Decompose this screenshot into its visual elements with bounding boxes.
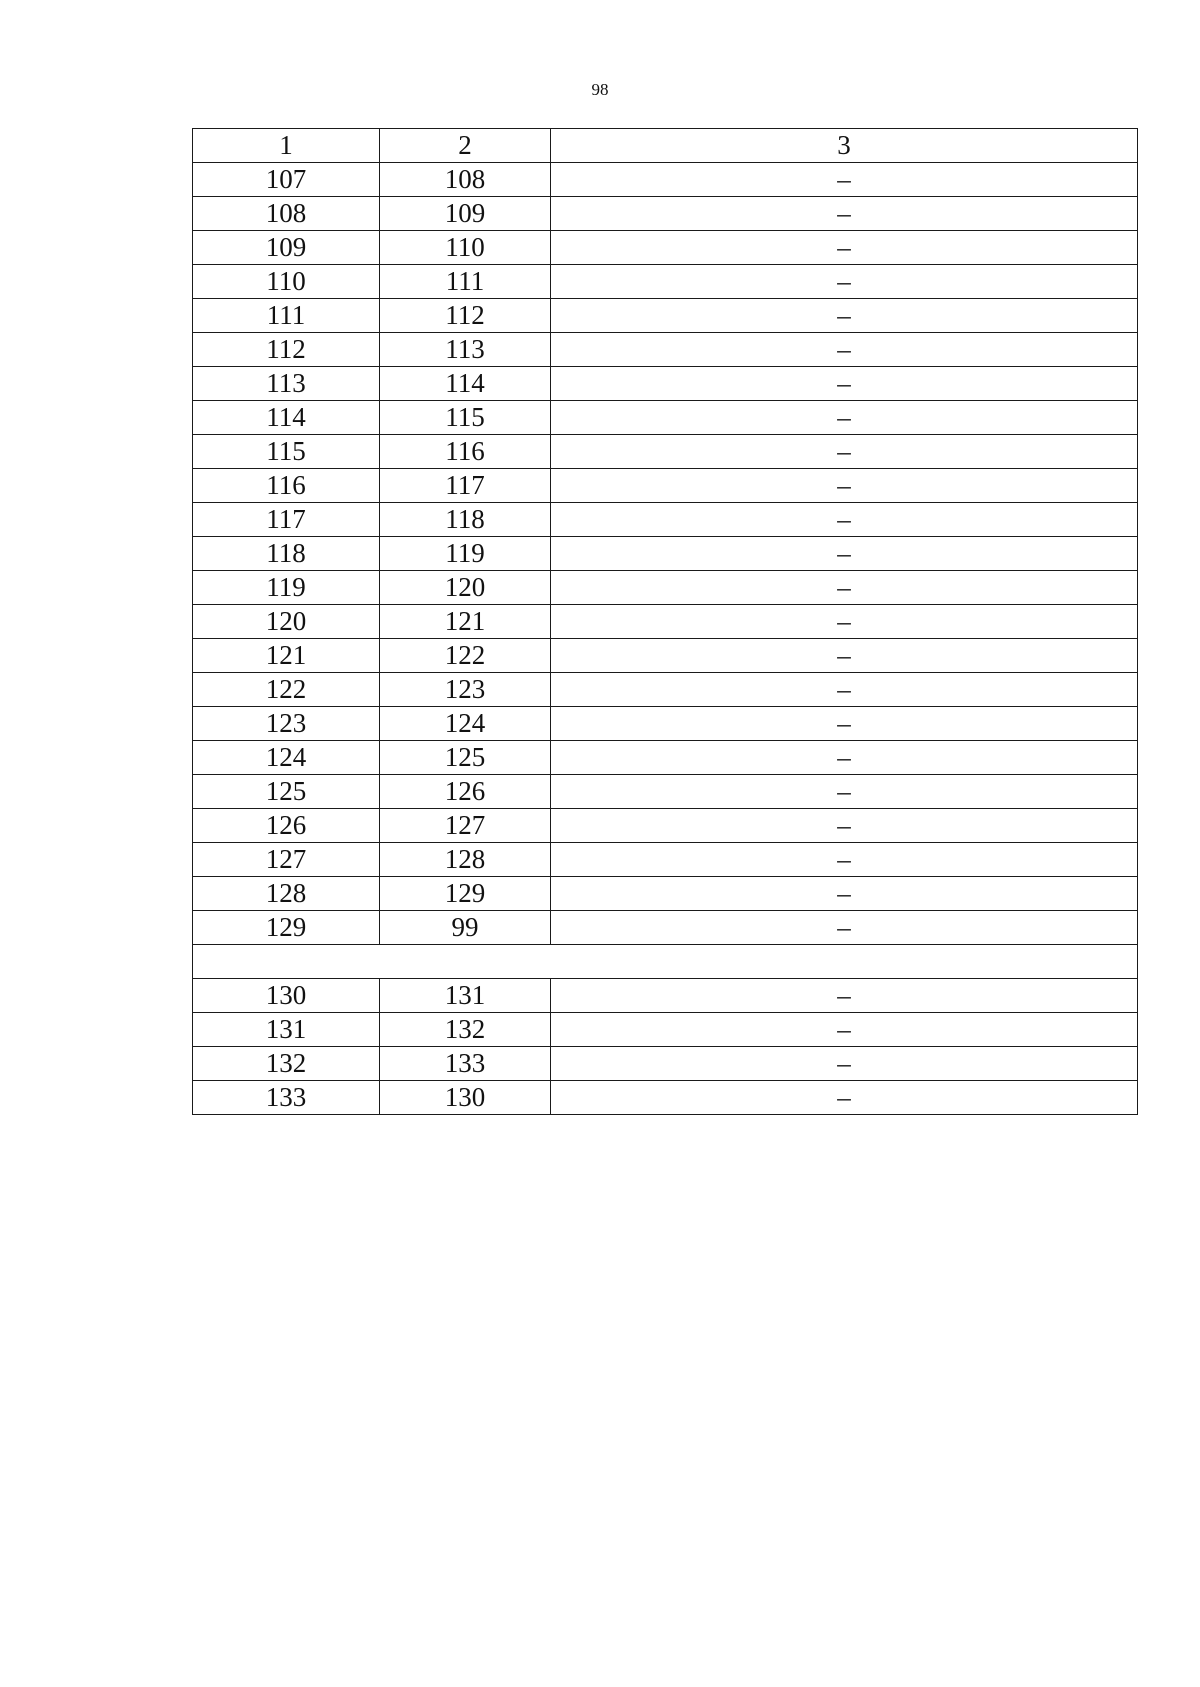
table-cell-col2: 108 [380, 163, 551, 197]
table-cell-col2: 117 [380, 469, 551, 503]
table-cell-col1: 110 [193, 265, 380, 299]
table-row [193, 367, 1138, 401]
table-cell-col3: – [551, 843, 1138, 877]
table-cell-col3: – [551, 537, 1138, 571]
table-cell-col2: 125 [380, 741, 551, 775]
table-cell-col2: 111 [380, 265, 551, 299]
table-row [193, 299, 1138, 333]
table-cell-col1: 132 [193, 1047, 380, 1081]
table-cell-col1: 121 [193, 639, 380, 673]
table-cell-col3: – [551, 503, 1138, 537]
table-cell-col3: – [551, 673, 1138, 707]
table-cell-col3: – [551, 163, 1138, 197]
table-cell-col3: – [551, 1047, 1138, 1081]
table-row [193, 401, 1138, 435]
table-cell-col2: 131 [380, 979, 551, 1013]
table-row [193, 537, 1138, 571]
table-cell-col3: – [551, 1081, 1138, 1115]
table-cell-col1: 130 [193, 979, 380, 1013]
page-number: 98 [591, 80, 609, 99]
table-row [193, 163, 1138, 197]
table-cell-col1: 120 [193, 605, 380, 639]
table-cell-col1: 113 [193, 367, 380, 401]
table-row [193, 843, 1138, 877]
table-cell-col1: 114 [193, 401, 380, 435]
table-row [193, 639, 1138, 673]
table-cell-col3: – [551, 197, 1138, 231]
table-cell-col1: 109 [193, 231, 380, 265]
table-cell-col2: 114 [380, 367, 551, 401]
table-cell-col3: – [551, 979, 1138, 1013]
table-row [193, 775, 1138, 809]
table-cell-col2: 127 [380, 809, 551, 843]
table-cell-col1: 111 [193, 299, 380, 333]
table-cell-col1: 118 [193, 537, 380, 571]
table-body [193, 129, 1138, 1115]
table-cell-col2: 110 [380, 231, 551, 265]
table-cell-col2: 126 [380, 775, 551, 809]
table-cell-col1: 115 [193, 435, 380, 469]
table-row [193, 469, 1138, 503]
header-cell-1: 1 [193, 129, 380, 163]
table-cell-col3: – [551, 231, 1138, 265]
table-row [193, 571, 1138, 605]
data-table [192, 128, 1138, 1115]
header-cell-2: 2 [380, 129, 551, 163]
table-row [193, 605, 1138, 639]
table-cell-col1: 124 [193, 741, 380, 775]
table-cell-col3: – [551, 571, 1138, 605]
table-cell-col2: 128 [380, 843, 551, 877]
table-cell-col1: 108 [193, 197, 380, 231]
table-cell-col3: – [551, 265, 1138, 299]
table-cell-col3: – [551, 911, 1138, 945]
table-row [193, 707, 1138, 741]
table-cell-col1: 112 [193, 333, 380, 367]
table-cell-col3: – [551, 333, 1138, 367]
table-row [193, 503, 1138, 537]
table-cell-col1: 126 [193, 809, 380, 843]
table-cell-col2: 113 [380, 333, 551, 367]
table-row [193, 231, 1138, 265]
table-cell-col3: – [551, 1013, 1138, 1047]
table-cell-col1: 122 [193, 673, 380, 707]
table-cell-col1: 107 [193, 163, 380, 197]
table-cell-col2: 132 [380, 1013, 551, 1047]
table-row [193, 197, 1138, 231]
table-cell-col2: 109 [380, 197, 551, 231]
table-row [193, 1081, 1138, 1115]
table-row [193, 673, 1138, 707]
table-cell-col2: 122 [380, 639, 551, 673]
table-cell-col2: 112 [380, 299, 551, 333]
table-row [193, 333, 1138, 367]
table-cell-col3: – [551, 877, 1138, 911]
table-cell-col2: 121 [380, 605, 551, 639]
table-cell-col3: – [551, 469, 1138, 503]
table-row [193, 741, 1138, 775]
table-row [193, 1047, 1138, 1081]
table-cell-col2: 133 [380, 1047, 551, 1081]
table-cell-col3: – [551, 605, 1138, 639]
table-cell-col2: 120 [380, 571, 551, 605]
table-cell-col1: 128 [193, 877, 380, 911]
table-cell-col1: 117 [193, 503, 380, 537]
table-header-row [193, 129, 1138, 163]
table-cell-col3: – [551, 741, 1138, 775]
table-cell-col1: 129 [193, 911, 380, 945]
table-cell-col1: 127 [193, 843, 380, 877]
table-cell-col3: – [551, 299, 1138, 333]
table-cell-col3: – [551, 775, 1138, 809]
table-row [193, 877, 1138, 911]
separator-cell [193, 945, 1138, 979]
table-cell-col2: 99 [380, 911, 551, 945]
table-cell-col1: 116 [193, 469, 380, 503]
table-cell-col2: 129 [380, 877, 551, 911]
table-row [193, 979, 1138, 1013]
table-cell-col3: – [551, 707, 1138, 741]
table-cell-col2: 115 [380, 401, 551, 435]
table-row [193, 265, 1138, 299]
table-cell-col3: – [551, 367, 1138, 401]
table-cell-col2: 119 [380, 537, 551, 571]
table-row [193, 1013, 1138, 1047]
table-cell-col3: – [551, 809, 1138, 843]
table-cell-col1: 123 [193, 707, 380, 741]
table-cell-col1: 125 [193, 775, 380, 809]
header-cell-3: 3 [551, 129, 1138, 163]
table-cell-col1: 119 [193, 571, 380, 605]
table-cell-col3: – [551, 435, 1138, 469]
table-cell-col1: 133 [193, 1081, 380, 1115]
table-cell-col3: – [551, 639, 1138, 673]
table-row [193, 911, 1138, 945]
table-cell-col2: 123 [380, 673, 551, 707]
table-cell-col1: 131 [193, 1013, 380, 1047]
table-row [193, 435, 1138, 469]
table-separator-row [193, 945, 1138, 979]
table-cell-col3: – [551, 401, 1138, 435]
table-cell-col2: 130 [380, 1081, 551, 1115]
table-cell-col2: 118 [380, 503, 551, 537]
table-cell-col2: 124 [380, 707, 551, 741]
table-row [193, 809, 1138, 843]
table-cell-col2: 116 [380, 435, 551, 469]
